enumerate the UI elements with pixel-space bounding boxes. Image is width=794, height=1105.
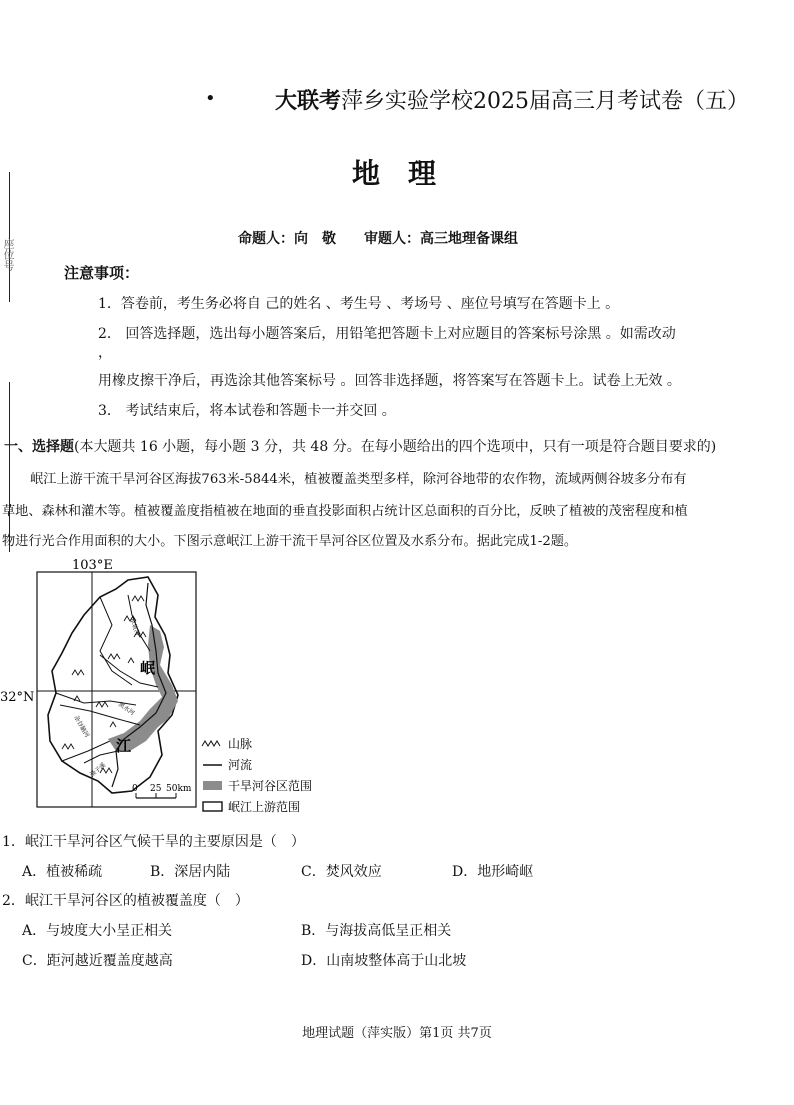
scale-label-25: 25: [150, 784, 162, 794]
note-item-2-cont: 用橡皮擦干净后，再选涂其他答案标号 。回答非选择题，将答案写在答题卡上。试卷上无效 。: [98, 373, 681, 389]
lon-label: 103°E: [72, 558, 113, 573]
question-1-option-c: C．焚风效应: [301, 864, 382, 880]
legend-dry-valley-label: 干旱河谷区范围: [228, 779, 313, 793]
binding-line-top: [9, 172, 10, 302]
binding-line-bottom: [9, 382, 10, 552]
lat-label: 32°N: [0, 690, 35, 705]
river-char-min: 岷: [140, 659, 156, 677]
exam-title-rest: 萍乡实验学校2025届高三月考试卷（五）: [341, 89, 750, 114]
minjiang-map: [0, 555, 340, 825]
river-char-jiang: 江: [116, 737, 132, 755]
author-line: 命题人：向 敬 审题人：高三地理备课组: [238, 231, 518, 247]
question-2-option-c: C．距河越近覆盖度越高: [22, 953, 173, 969]
legend-river-label: 河流: [228, 758, 253, 772]
scale-label-50: 50km: [166, 784, 192, 794]
section-heading: [4, 436, 716, 456]
note-item-3: 3． 考试结束后，将本试卷和答题卡一并交回 。: [98, 403, 396, 419]
note-item-1: 1．答卷前，考生务必将自 己的姓名 、考生号 、考场号 、座位号填写在答题卡上 。: [98, 296, 620, 312]
river-name-caopo: 草坡河: [128, 617, 141, 637]
mountain-icon: [202, 741, 220, 746]
yuzixi-river: [84, 751, 118, 763]
boundary-icon: [203, 802, 222, 811]
question-2-option-b: B．与海拔高低呈正相关: [301, 923, 452, 939]
question-1-option-b: B．深居内陆: [150, 864, 231, 880]
passage-line-1: 岷江上游干流干旱河谷区海拔763米-5844米，植被覆盖类型多样，除河谷地带的农作物，流域两侧谷坡多分布有: [30, 472, 687, 487]
notes-heading: 注意事项：: [64, 264, 140, 282]
question-1-option-a: A．植被稀疏: [22, 864, 103, 880]
note-item-2: 2． 回答选择题，选出每小题答案后，用铅笔把答题卡上对应题目的答案标号涂黑 。如需改动: [98, 326, 676, 342]
passage-line-3: 物进行光合作用面积的大小。下图示意岷江上游干流干旱河谷区位置及水系分布。据此完成1-2题。: [2, 534, 578, 549]
gray-area-icon: [203, 781, 222, 790]
legend-mountain-label: 山脉: [228, 737, 253, 751]
question-1-option-d: D．地形崎岖: [452, 864, 534, 880]
question-2-option-d: D．山南坡整体高于山北坡: [301, 953, 467, 969]
question-2-option-a: A．与坡度大小呈正相关: [22, 923, 173, 939]
section-label: 一、选择题: [4, 439, 74, 455]
scale-label-0: 0: [132, 784, 138, 794]
river-name-zagunao: 杂谷脑河: [72, 714, 91, 739]
river-name-yuzixi: 渔子溪: [88, 761, 108, 779]
subbasin-line-north: [100, 597, 132, 685]
note-item-2-comma: ，: [98, 345, 112, 361]
title-bullet: •: [205, 88, 216, 109]
subject-title: 地理: [352, 157, 465, 190]
page-footer: 地理试题（萍实版）第1页 共7页: [302, 1026, 492, 1041]
question-2-stem: 2．岷江干旱河谷区的植被覆盖度（ ）: [2, 893, 249, 909]
side-label: 座位号: [2, 238, 15, 271]
exam-title: [275, 84, 749, 115]
question-1-stem: 1．岷江干旱河谷区气候干旱的主要原因是（ ）: [2, 834, 305, 850]
legend-boundary-label: 岷江上游范围: [228, 800, 301, 814]
passage-line-2: 草地、森林和灌木等。植被覆盖度指植被在地面的垂直投影面积占统计区总面积的百分比，反映了植被的茂密程度和植: [2, 504, 688, 519]
exam-title-bold: 大联考: [275, 88, 342, 114]
river-name-heishui: 黑水河: [116, 700, 136, 717]
section-desc: (本大题共 16 小题，每小题 3 分，共 48 分。在每小题给出的四个选项中，只有一项是符合题目要求的): [74, 439, 717, 455]
